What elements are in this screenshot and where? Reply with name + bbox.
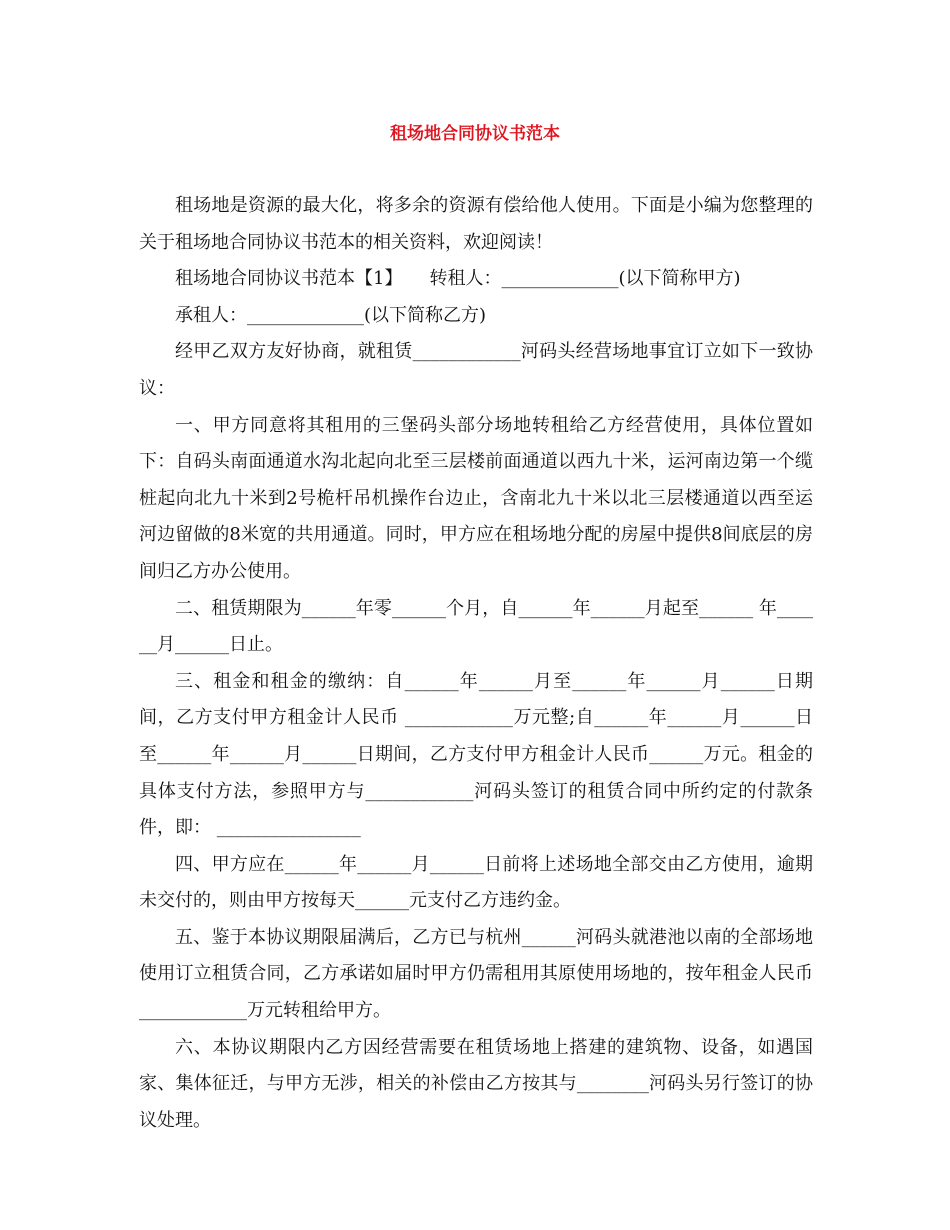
- lessee-line: 承租人：_____________(以下简称乙方): [175, 304, 487, 326]
- document-title: 租场地合同协议书范本: [390, 124, 560, 144]
- clause-2: 二、租赁期限为______年零______个月，自______年______月起至______ 年______月______日止。: [139, 597, 813, 656]
- clause-5: 五、鉴于本协议期限届满后，乙方已与杭州______河码头就港池以南的全部场地使用订立租赁合同，乙方承诺如届时甲方仍需租用其原使用场地的，按年租金人民币____________万元转租给甲方。: [139, 926, 813, 1022]
- agreement-preamble: 经甲乙双方友好协商，就租赁____________河码头经营场地事宜订立如下一致协议：: [139, 341, 813, 399]
- document-body: [139, 188, 813, 1139]
- clause-1: 一、甲方同意将其租用的三堡码头部分场地转租给乙方经营使用，具体位置如下：自码头南面通道水沟北起向北至三层楼前面通道以西九十米，运河南边第一个缆桩起向北九十米到2号桅杆吊机操作台边止，含南北九十米以北三层楼通道以西至运河边留做的8米宽的共用通道。同时，甲方应在租场地分配的房屋中提供8间底层的房间归乙方办公使用。: [139, 414, 813, 582]
- clause-3: 三、租金和租金的缴纳：自______年______月至______年______月______日期间，乙方支付甲方租金计人民币 ____________万元整;自______年______月______日至______年______月______日期间，乙方支付甲方租金计人民币______万元。租金的具体支付方法，参照甲方与____________河码头签订的租赁合同中所约定的付款条件，即： ________________: [139, 670, 813, 839]
- sample-heading-and-lessor-line: 租场地合同协议书范本【1】 转租人：_____________(以下简称甲方): [175, 268, 741, 290]
- clause-6: 六、本协议期限内乙方因经营需要在租赁场地上搭建的建筑物、设备，如遇国家、集体征迁，与甲方无涉，相关的补偿由乙方按其与________河码头另行签订的协议处理。: [139, 1036, 813, 1131]
- intro-paragraph: 租场地是资源的最大化，将多余的资源有偿给他人使用。下面是小编为您整理的关于租场地合同协议书范本的相关资料，欢迎阅读！: [139, 195, 813, 253]
- clause-4: 四、甲方应在______年______月______日前将上述场地全部交由乙方使用，逾期未交付的，则由甲方按每天______元支付乙方违约金。: [139, 853, 813, 912]
